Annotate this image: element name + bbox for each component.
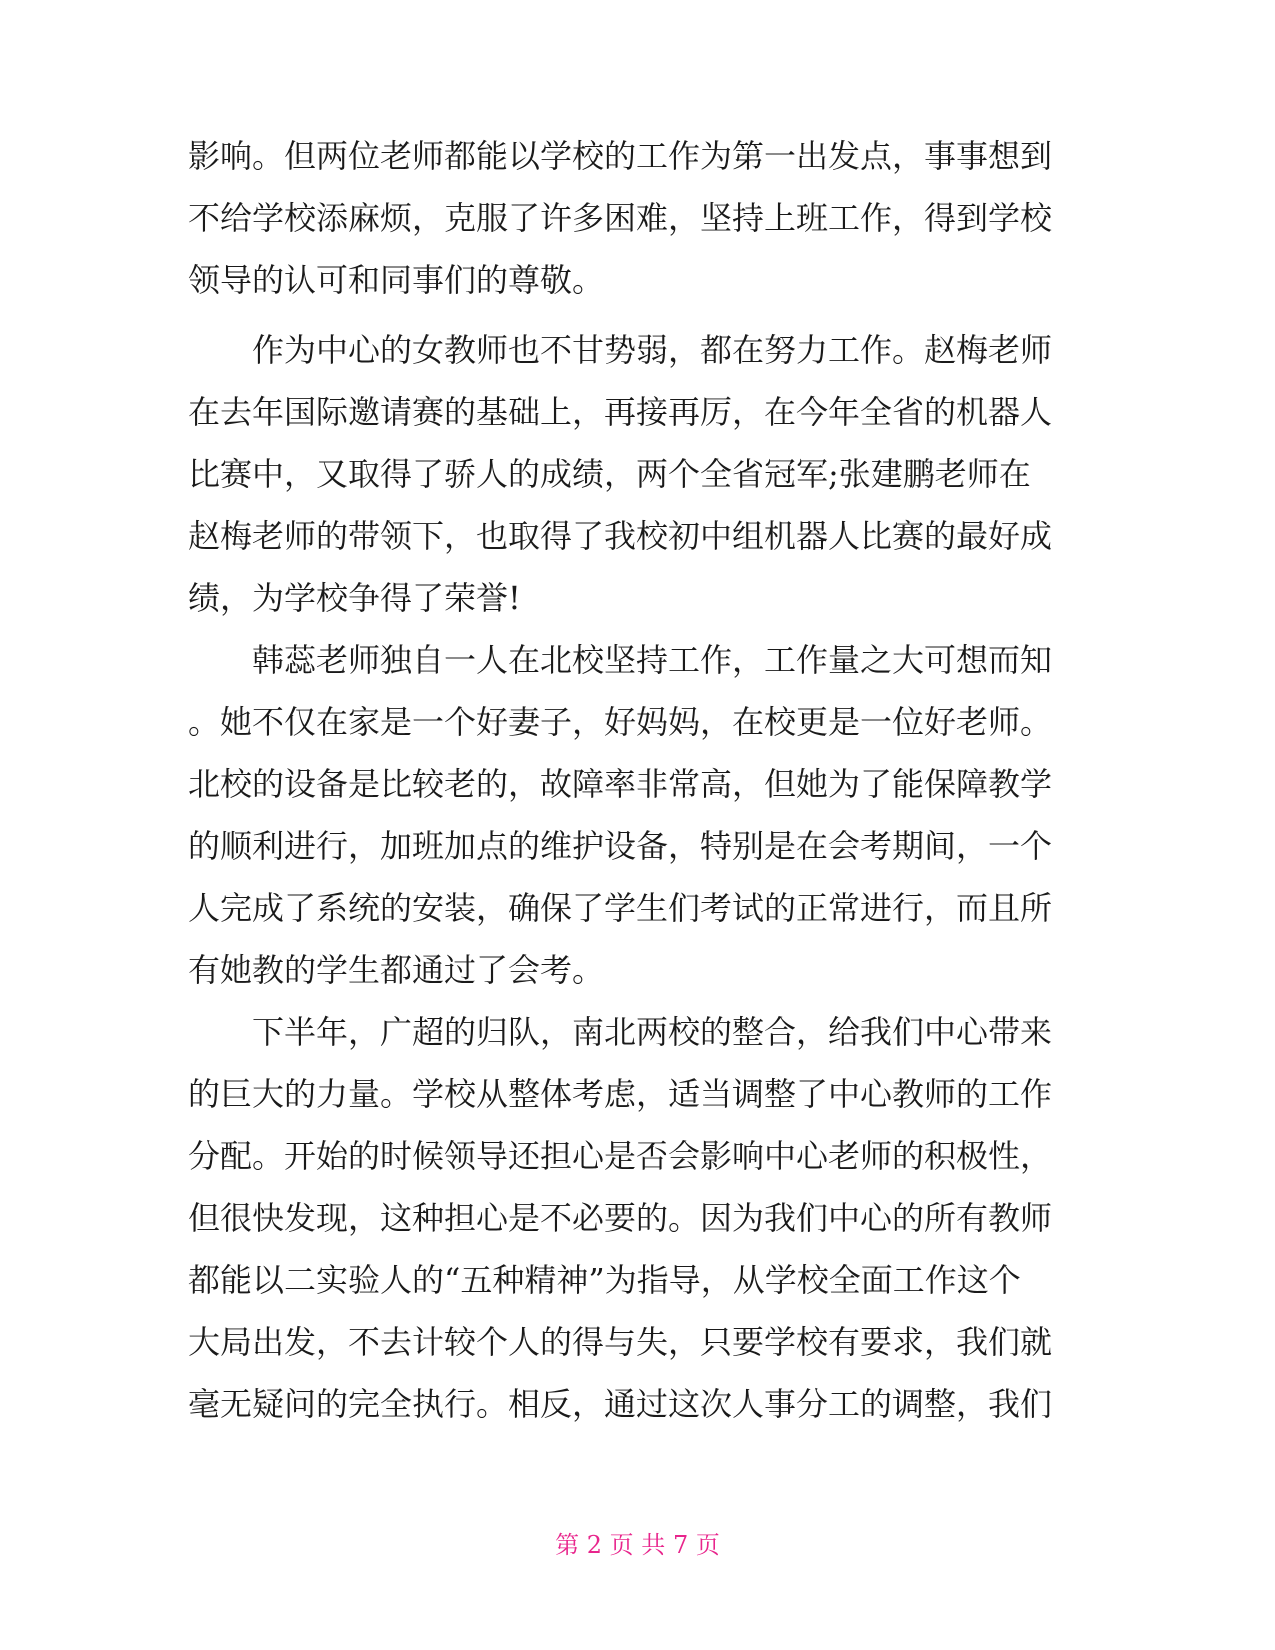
text-line-14: 有她教的学生都通过了会考。 bbox=[188, 951, 605, 989]
text-line-17: 分配。开始的时候领导还担心是否会影响中心老师的积极性， bbox=[188, 1137, 1053, 1175]
page-number-footer: 第 2 页 共 7 页 bbox=[555, 1531, 720, 1559]
text-line-21: 毫无疑问的完全执行。相反，通过这次人事分工的调整，我们 bbox=[188, 1385, 1053, 1423]
text-line-15: 下半年，广超的归队，南北两校的整合，给我们中心带来 bbox=[252, 1013, 1053, 1051]
text-line-19: 都能以二实验人的“五种精神”为指导，从学校全面工作这个 bbox=[188, 1261, 1021, 1299]
text-line-4: 作为中心的女教师也不甘势弱，都在努力工作。赵梅老师 bbox=[252, 331, 1053, 369]
text-line-12: 的顺利进行，加班加点的维护设备，特别是在会考期间，一个 bbox=[188, 827, 1053, 865]
text-line-9: 韩蕊老师独自一人在北校坚持工作，工作量之大可想而知 bbox=[252, 641, 1053, 679]
text-line-13: 人完成了系统的安装，确保了学生们考试的正常进行，而且所 bbox=[188, 889, 1053, 927]
text-line-6: 比赛中，又取得了骄人的成绩，两个全省冠军;张建鹏老师在 bbox=[188, 455, 1031, 493]
text-line-5: 在去年国际邀请赛的基础上，再接再厉，在今年全省的机器人 bbox=[188, 393, 1053, 431]
text-line-1: 影响。但两位老师都能以学校的工作为第一出发点，事事想到 bbox=[188, 137, 1053, 175]
text-line-10: 。她不仅在家是一个好妻子，好妈妈，在校更是一位好老师。 bbox=[188, 703, 1053, 741]
text-line-11: 北校的设备是比较老的，故障率非常高，但她为了能保障教学 bbox=[188, 765, 1053, 803]
text-line-2: 不给学校添麻烦，克服了许多困难，坚持上班工作，得到学校 bbox=[188, 199, 1053, 237]
text-line-7: 赵梅老师的带领下，也取得了我校初中组机器人比赛的最好成 bbox=[188, 517, 1053, 555]
text-line-20: 大局出发，不去计较个人的得与失，只要学校有要求，我们就 bbox=[188, 1323, 1053, 1361]
text-line-3: 领导的认可和同事们的尊敬。 bbox=[188, 261, 605, 299]
text-line-8: 绩，为学校争得了荣誉! bbox=[188, 579, 521, 617]
text-line-18: 但很快发现，这种担心是不必要的。因为我们中心的所有教师 bbox=[188, 1199, 1053, 1237]
text-line-16: 的巨大的力量。学校从整体考虑，适当调整了中心教师的工作 bbox=[188, 1075, 1053, 1113]
